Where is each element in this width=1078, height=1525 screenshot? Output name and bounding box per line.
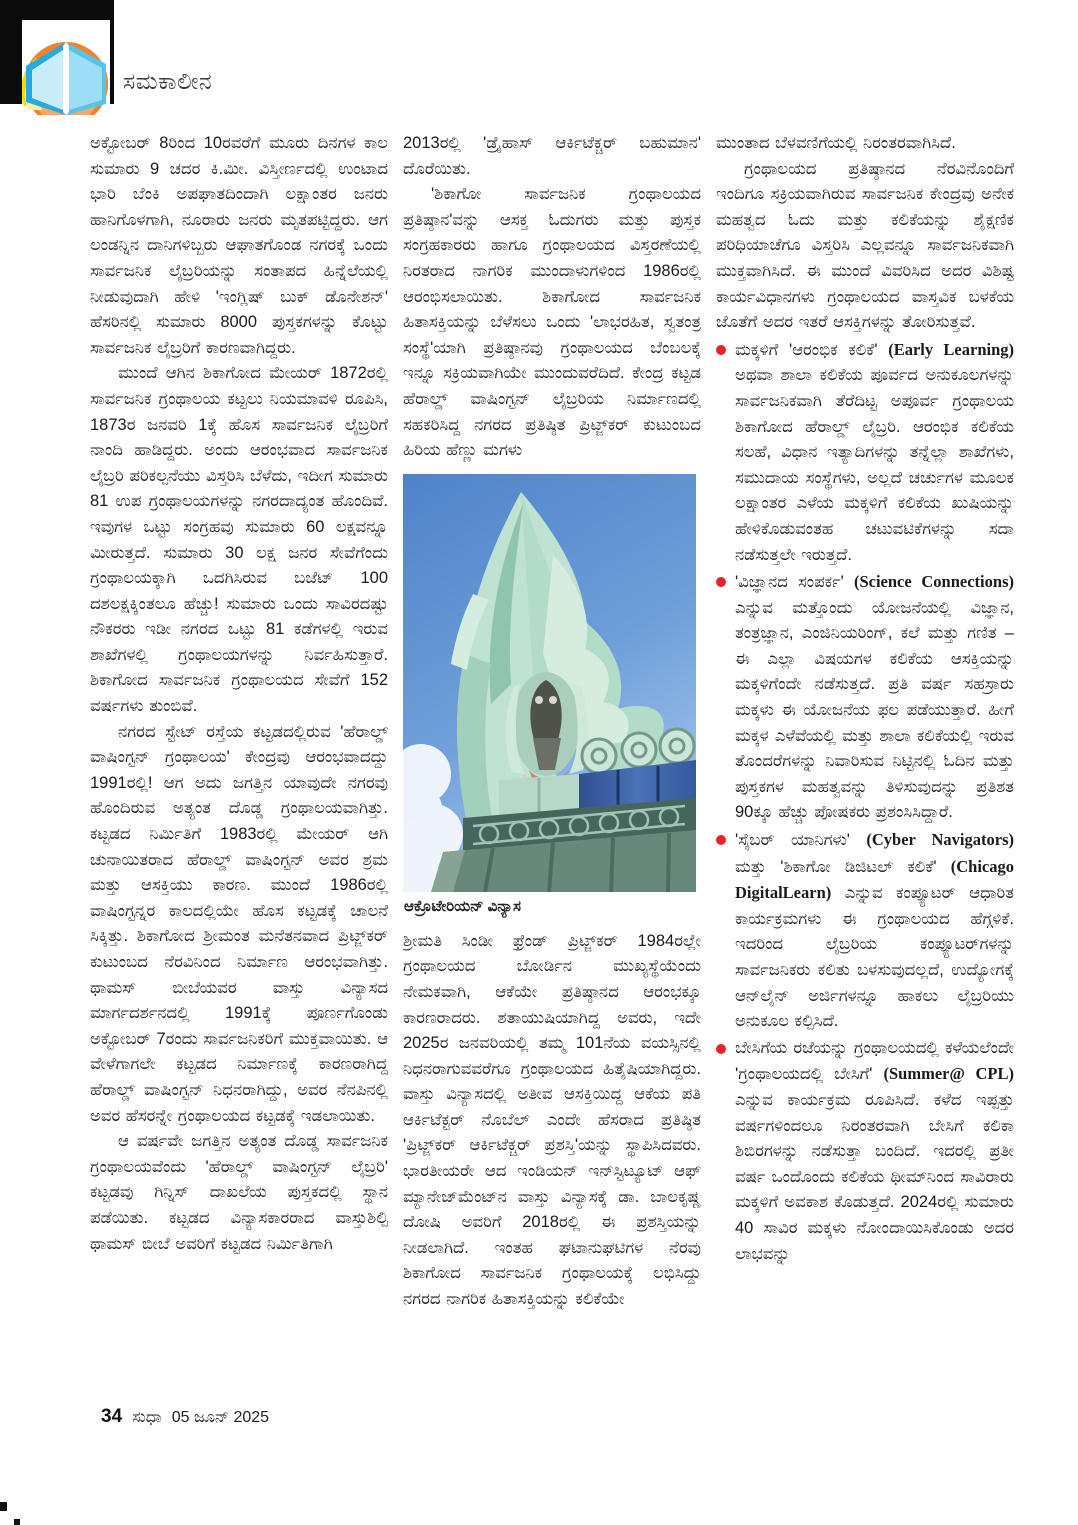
bullet-text: ಮಕ್ಕಳಿಗೆ 'ಆರಂಭಿಕ ಕಲಿಕೆ' (Early Learning) ಅಥವಾ ಶಾಲಾ ಕಲಿಕೆಯ ಪೂರ್ವದ ಅನುಕೂಲಗಳನ್ನು ಸಾರ್ವಜನಿಕವಾಗಿ ತೆರೆದಿಟ್ಟ ಅಪೂರ್ವ ಗ್ರಂಥಾಲಯ ಶಿಕಾಗೋದ ಹೆರಾಲ್ಡ್ ಲೈಬ್ರರಿ. ಆರಂಭಿಕ ಕಲಿಕೆಯ ಸಲಹೆ, ವಿಧಾನ ಇತ್ಯಾದಿಗಳನ್ನು ತನ್ನೆಲ್ಲಾ ಶಾಖೆಗಳು, ಸಮುದಾಯ ಸಂಸ್ಥೆಗಳು, ಅಲ್ಲದೆ ಚರ್ಚುಗಳ ಮೂಲಕ ಲಕ್ಷಾಂತರ ಎಳೆಯ ಮಕ್ಕಳಿಗೆ ಕಲಿಕೆಯ ಖುಷಿಯನ್ನು ಹೇಳಿಕೊಡುವಂತಹ ಚಟುವಟಿಕೆಗಳನ್ನು ಸದಾ ನಡೆಸುತ್ತಲೇ ಇರುತ್ತದೆ. [735,339,1014,564]
column-1 [90,131,388,1415]
paragraph: ಆ ವರ್ಷವೇ ಜಗತ್ತಿನ ಅತ್ಯಂತ ದೊಡ್ಡ ಸಾರ್ವಜನಿಕ ಗ್ರಂಥಾಲಯವೆಂದು 'ಹೆರಾಲ್ಡ್ ವಾಷಿಂಗ್ಟನ್ ಲೈಬ್ರರಿ' ಕಟ್ಟಡವು ಗಿನ್ನಿಸ್ ದಾಖಲೆಯ ಪುಸ್ತಕದಲ್ಲಿ ಸ್ಥಾನ ಪಡೆಯಿತು. ಕಟ್ಟಡದ ವಿನ್ಯಾಸಕಾರರಾದ ವಾಸ್ತುಶಿಲ್ಪಿ ಥಾಮಸ್ ಬೀಬೆ ಅವರಿಗೆ ಕಟ್ಟಡದ ನಿರ್ಮಿತಿಗಾಗಿ [90,1132,388,1253]
photo-caption: ಆಕ್ರೊಟೇರಿಯನ್ ವಿನ್ಯಾಸ [404,897,521,915]
bullet-item [716,569,1014,826]
column-3-intro [716,131,1014,336]
bullet-text: 'ಸೈಬರ್ ಯಾನಿಗಳು' (Cyber Navigators) ಮತ್ತು 'ಶಿಕಾಗೋ ಡಿಜಿಟಲ್ ಕಲಿಕೆ' (Chicago DigitalLearn) ಎನ್ನುವ ಕಂಪ್ಯೂಟರ್ ಆಧಾರಿತ ಕಾರ್ಯಕ್ರಮಗಳು ಈ ಗ್ರಂಥಾಲಯದ ಹೆಗ್ಗಳಿಕೆ. ಇದರಿಂದ ಲೈಬ್ರರಿಯ ಕಂಪ್ಯೂಟರ್‌ಗಳನ್ನು ಸಾರ್ವಜನಿಕರು ಕಲಿತು ಬಳಸುವುದಲ್ಲದೆ, ಉದ್ಯೋಗಕ್ಕೆ ಆನ್‌ಲೈನ್ ಅರ್ಜಿಗಳನ್ನೂ ಹಾಕಲು ಲೈಬ್ರರಿಯು ಅನುಕೂಲ ಕಲ್ಪಿಸಿದೆ. [735,830,1014,1031]
section-title: ಸಮಕಾಲೀನ [123,68,213,94]
column-2 [403,131,701,1415]
column-2-top [403,131,701,464]
bullet-item [716,1036,1014,1267]
bullet-text: 'ವಿಜ್ಞಾನದ ಸಂಪರ್ಕ' (Science Connections) ಎನ್ನುವ ಮತ್ತೊಂದು ಯೋಜನೆಯಲ್ಲಿ ವಿಜ್ಞಾನ, ತಂತ್ರಜ್ಞಾನ, ಎಂಜಿನಿಯರಿಂಗ್, ಕಲೆ ಮತ್ತು ಗಣಿತ – ಈ ಎಲ್ಲಾ ವಿಷಯಗಳ ಕಲಿಕೆಯ ಆಸಕ್ತಿಯನ್ನು ಮಕ್ಕಳಿಗೆಂದೇ ನಡೆಸುತ್ತದೆ. ಪ್ರತಿ ವರ್ಷ ಸಹಸ್ರಾರು ಮಕ್ಕಳು ಈ ಯೋಜನೆಯ ಫಲ ಪಡೆಯುತ್ತಾರೆ. ಹೀಗೆ ಮಕ್ಕಳ ಎಳೆವೆಯಲ್ಲಿ ಮತ್ತು ಶಾಲಾ ಕಲಿಕೆಯಲ್ಲಿ ಇರುವ ತೊಂದರೆಗಳನ್ನು ನಿವಾರಿಸುವ ನಿಟ್ಟಿನಲ್ಲಿ ಓದಿನ ಮತ್ತು ಪುಸ್ತಕಗಳ ಮಹತ್ವವನ್ನು ತಿಳಿಸುವುದನ್ನು ಪ್ರತಿಶತ 90ಕ್ಕೂ ಹೆಚ್ಚು ಪೋಷಕರು ಪ್ರಶಂಸಿಸಿದ್ದಾರೆ. [735,572,1014,822]
paragraph: ಮುಂದೆ ಆಗಿನ ಶಿಕಾಗೋದ ಮೇಯರ್ 1872ರಲ್ಲಿ ಸಾರ್ವಜನಿಕ ಗ್ರಂಥಾಲಯ ಕಟ್ಟಲು ನಿಯಮಾವಳಿ ರೂಪಿಸಿ, 1873ರ ಜನವರಿ 1ಕ್ಕೆ ಹೊಸ ಸಾರ್ವಜನಿಕ ಲೈಬ್ರರಿಗೆ ನಾಂದಿ ಹಾಡಿದ್ದರು. ಅಂದು ಆರಂಭವಾದ ಸಾರ್ವಜನಿಕ ಲೈಬ್ರರಿ ಪರಿಕಲ್ಪನೆಯು ವಿಸ್ತರಿಸಿ ಬೆಳೆದು, ಇದೀಗ ಸುಮಾರು 81 ಉಪ ಗ್ರಂಥಾಲಯಗಳನ್ನು ನಗರದಾದ್ಯಂತ ಹೊಂದಿವೆ. ಇವುಗಳ ಒಟ್ಟು ಸಂಗ್ರಹವು ಸುಮಾರು 60 ಲಕ್ಷವನ್ನೂ ಮೀರುತ್ತದೆ. ಸುಮಾರು 30 ಲಕ್ಷ ಜನರ ಸೇವೆಗೆಂದು ಗ್ರಂಥಾಲಯಕ್ಕಾಗಿ ಒದಗಿಸಿರುವ ಬಜೆಟ್ 100 ದಶಲಕ್ಷಕ್ಕಿಂತಲೂ ಹೆಚ್ಚು! ಸುಮಾರು ಒಂದು ಸಾವಿರದಷ್ಟು ನೌಕರರು ಇಡೀ ನಗರದ ಒಟ್ಟು 81 ಕಡೆಗಳಲ್ಲಿ ಇರುವ ಶಾಖೆಗಳಲ್ಲಿ ಗ್ರಂಥಾಲಯಗಳನ್ನು ನಿರ್ವಹಿಸುತ್ತಾರೆ. ಶಿಕಾಗೋದ ಸಾರ್ವಜನಿಕ ಗ್ರಂಥಾಲಯದ ಸೇವೆಗೆ 152 ವರ್ಷಗಳು ತುಂಬಿವೆ. [90,364,388,716]
registration-mark [14,1519,20,1525]
paragraph: 2013ರಲ್ಲಿ 'ಡ್ರೈಹಾಸ್ ಆರ್ಕಿಟೆಕ್ಚರ್ ಬಹುಮಾನ' ದೊರೆಯಿತು. [403,134,701,178]
bullet-dot-icon [716,835,726,845]
column-2-bottom [403,929,701,1313]
bullet-dot-icon [716,577,726,587]
paragraph: ಶ್ರೀಮತಿ ಸಿಂಡೀ ಫ್ರೆಂಡ್ ಪ್ರಿಟ್ಜ್‌ಕರ್ 1984ರಲ್ಲೇ ಗ್ರಂಥಾಲಯದ ಬೋರ್ಡಿನ ಮುಖ್ಯಸ್ಥೆಯೆಂದು ನೇಮಕವಾಗಿ, ಆಕೆಯೇ ಪ್ರತಿಷ್ಠಾನದ ಆರಂಭಕ್ಕೂ ಕಾರಣರಾದರು. ಶತಾಯುಷಿಯಾಗಿದ್ದ ಅವರು, ಇದೇ 2025ರ ಜನವರಿಯಲ್ಲಿ ತಮ್ಮ 101ನೆಯ ವಯಸ್ಸಿನಲ್ಲಿ ನಿಧನರಾಗುವವರೆಗೂ ಗ್ರಂಥಾಲಯದ ಹಿತೈಷಿಯಾಗಿದ್ದರು. ವಾಸ್ತು ವಿನ್ಯಾಸದಲ್ಲಿ ಅತೀವ ಆಸಕ್ತಿಯಿದ್ದ ಆಕೆಯ ಪತಿ ಆರ್ಕಿಟೆಕ್ಟರ್ ನೊಬೆಲ್ ಎಂದೇ ಹೆಸರಾದ ಪ್ರತಿಷ್ಠಿತ 'ಪ್ರಿಟ್ಜ್‌ಕರ್ ಆರ್ಕಿಟೆಕ್ಚರ್ ಪ್ರಶಸ್ತಿ'ಯನ್ನು ಸ್ಥಾಪಿಸಿದವರು. ಭಾರತೀಯರೇ ಆದ ಇಂಡಿಯನ್ ಇನ್‌ಸ್ಟಿಟ್ಯೂಟ್ ಆಫ್ ಮ್ಯಾನೇಜ್‌ಮೆಂಟ್‌ನ ವಾಸ್ತು ವಿನ್ಯಾಸಕ್ಕೆ ಡಾ. ಬಾಲಕೃಷ್ಣ ದೋಷಿ ಅವರಿಗೆ 2018ರಲ್ಲಿ ಈ ಪ್ರಶಸ್ತಿಯನ್ನು ನೀಡಲಾಗಿದೆ. ಇಂತಹ ಘಟಾನುಘಟಿಗಳ ನೆರವು ಶಿಕಾಗೋದ ಸಾರ್ವಜನಿಕ ಗ್ರಂಥಾಲಯಕ್ಕೆ ಲಭಿಸಿದ್ದು ನಗರದ ನಾಗರಿಕ ಹಿತಾಸಕ್ತಿಯನ್ನು ಕಲಿಕೆಯೇ [403,931,701,1309]
column-3 [716,131,1014,1415]
acroterion-owl-photo [403,474,696,892]
bullet-dot-icon [716,345,726,355]
column-3-bullets [716,337,1014,1267]
registration-mark [0,1502,7,1511]
paragraph: ಗ್ರಂಥಾಲಯದ ಪ್ರತಿಷ್ಠಾನದ ನೆರವಿನೊಂದಿಗೆ ಇಂದಿಗೂ ಸಕ್ರಿಯವಾಗಿರುವ ಸಾರ್ವಜನಿಕ ಕೇಂದ್ರವು ಅನೇಕ ಮಹತ್ವದ ಓದು ಮತ್ತು ಕಲಿಕೆಯನ್ನು ಶೈಕ್ಷಣಿಕ ಪರಿಧಿಯಾಚೆಗೂ ವಿಸ್ತರಿಸಿ ಎಲ್ಲವನ್ನೂ ಸಾರ್ವಜನಿಕವಾಗಿ ಮುಕ್ತವಾಗಿಸಿದೆ. ಈ ಮುಂದೆ ವಿವರಿಸಿದ ಅದರ ವಿಶಿಷ್ಟ ಕಾರ್ಯವಿಧಾನಗಳು ಗ್ರಂಥಾಲಯದ ವಾಸ್ತವಿಕ ಬಳಕೆಯ ಜೊತೆಗೆ ಅದರ ಇತರೆ ಆಸಕ್ತಿಗಳನ್ನು ತೋರಿಸುತ್ತವೆ. [716,159,1014,332]
paragraph: ನಗರದ ಸ್ಟೇಟ್ ರಸ್ತೆಯ ಕಟ್ಟಡದಲ್ಲಿರುವ 'ಹೆರಾಲ್ಡ್ ವಾಷಿಂಗ್ಟನ್ ಗ್ರಂಥಾಲಯ' ಕೇಂದ್ರವು ಆರಂಭವಾದದ್ದು 1991ರಲ್ಲಿ! ಆಗ ಅದು ಜಗತ್ತಿನ ಯಾವುದೇ ನಗರವು ಹೊಂದಿರುವ ಅತ್ಯಂತ ದೊಡ್ಡ ಗ್ರಂಥಾಲಯವಾಗಿತ್ತು. ಕಟ್ಟಡದ ನಿರ್ಮಿತಿಗೆ 1983ರಲ್ಲಿ ಮೇಯರ್ ಆಗಿ ಚುನಾಯಿತರಾದ ಹೆರಾಲ್ಡ್ ವಾಷಿಂಗ್ಟನ್ ಅವರ ಶ್ರಮ ಮತ್ತು ಆಸಕ್ತಿಯು ಕಾರಣ. ಮುಂದೆ 1986ರಲ್ಲಿ ವಾಷಿಂಗ್ಟನ್ನರ ಕಾಲದಲ್ಲಿಯೇ ಹೊಸ ಕಟ್ಟಡಕ್ಕೆ ಚಾಲನೆ ಸಿಕ್ಕಿತ್ತು. ಶಿಕಾಗೋದ ಶ್ರೀಮಂತ ಮನೆತನವಾದ ಪ್ರಿಟ್ಜ್‌ಕರ್ ಕುಟುಂಬದ ನೆರವಿನಿಂದ ನಿರ್ಮಾಣ ಆರಂಭವಾಗಿತ್ತು. ಥಾಮಸ್ ಬೀಬೆಯವರ ವಾಸ್ತು ವಿನ್ಯಾಸದ ಮಾರ್ಗದರ್ಶನದಲ್ಲಿ 1991ಕ್ಕೆ ಪೂರ್ಣಗೊಂಡು ಅಕ್ಟೋಬರ್ 7ರಂದು ಸಾರ್ವಜನಿಕರಿಗೆ ಮುಕ್ತವಾಯಿತು. ಆ ವೇಳೆಗಾಗಲೇ ಕಟ್ಟಡದ ನಿರ್ಮಾಣಕ್ಕೆ ಕಾರಣರಾಗಿದ್ದ ಹೆರಾಲ್ಡ್ ವಾಷಿಂಗ್ಟನ್ ನಿಧನರಾಗಿದ್ದು, ಅವರ ನೆನಪಿನಲ್ಲಿ ಅವರ ಹೆಸರನ್ನೇ ಗ್ರಂಥಾಲಯದ ಕಟ್ಟಡಕ್ಕೆ ಇಡಲಾಯಿತು. [90,722,388,1125]
paragraph: 'ಶಿಕಾಗೋ ಸಾರ್ವಜನಿಕ ಗ್ರಂಥಾಲಯದ ಪ್ರತಿಷ್ಠಾನ'ವನ್ನು ಆಸಕ್ತ ಓದುಗರು ಮತ್ತು ಪುಸ್ತಕ ಸಂಗ್ರಹಕಾರರು ಹಾಗೂ ಗ್ರಂಥಾಲಯದ ವಿಸ್ತರಣೆಯಲ್ಲಿ ನಿರತರಾದ ನಾಗರಿಕ ಮುಂದಾಳುಗಳಿಂದ 1986ರಲ್ಲಿ ಆರಂಭಿಸಲಾಯಿತು. ಶಿಕಾಗೋದ ಸಾರ್ವಜನಿಕ ಹಿತಾಸಕ್ತಿಯನ್ನು ಬೆಳೆಸಲು ಒಂದು 'ಲಾಭರಹಿತ, ಸ್ವತಂತ್ರ ಸಂಸ್ಥೆ'ಯಾಗಿ ಪ್ರತಿಷ್ಠಾನವು ಗ್ರಂಥಾಲಯದ ಬೆಂಬಲಕ್ಕೆ ಇನ್ನೂ ಸಕ್ರಿಯವಾಗಿಯೇ ಮುಂದುವರೆದಿದೆ. ಕೇಂದ್ರ ಕಟ್ಟಡ ಹೆರಾಲ್ಡ್ ವಾಷಿಂಗ್ಟನ್ ಲೈಬ್ರರಿಯ ನಿರ್ಮಾಣದಲ್ಲಿ ಸಹಕರಿಸಿದ್ದ ನಗರದ ಪ್ರತಿಷ್ಠಿತ ಪ್ರಿಟ್ಜ್‌ಕರ್ ಕುಟುಂಬದ ಹಿರಿಯ ಹೆಣ್ಣು ಮಗಳು [403,185,701,460]
bullet-dot-icon [716,1044,726,1054]
magazine-logo-icon [22,20,110,115]
bullet-item [716,337,1014,568]
page-footer [101,1406,269,1428]
footer-date: 05 ಜೂನ್ 2025 [171,1409,270,1426]
library-photo-figure [403,474,701,915]
footer-magazine-name: ಸುಧಾ [132,1409,162,1426]
bullet-text: ಬೇಸಿಗೆಯ ರಜೆಯನ್ನು ಗ್ರಂಥಾಲಯದಲ್ಲಿ ಕಳೆಯಲೆಂದೇ 'ಗ್ರಂಥಾಲಯದಲ್ಲಿ ಬೇಸಿಗೆ' (Summer@ CPL) ಎನ್ನುವ ಕಾರ್ಯಕ್ರಮ ರೂಪಿಸಿದೆ. ಕಳೆದ ಇಪ್ಪತ್ತು ವರ್ಷಗಳಿಂದಲೂ ನಿರಂತರವಾಗಿ ಬೇಸಿಗೆ ಕಲಿಕಾ ಶಿಬಿರಗಳನ್ನು ನಡೆಸುತ್ತಾ ಬಂದಿದೆ. ಇದರಲ್ಲಿ ಪ್ರತೀ ವರ್ಷ ಒಂದೊಂದು ಕಲಿಕೆಯ ಥೀಮ್‌ನಿಂದ ಸಾವಿರಾರು ಮಕ್ಕಳಿಗೆ ಅವಕಾಶ ಕೊಡುತ್ತದೆ. 2024ರಲ್ಲಿ ಸುಮಾರು 40 ಸಾವಿರ ಮಕ್ಕಳು ನೋಂದಾಯಿಸಿಕೊಂಡು ಅದರ ಲಾಭವನ್ನು [735,1038,1014,1263]
paragraph: ಅಕ್ಟೋಬರ್ 8ರಿಂದ 10ರವರೆಗೆ ಮೂರು ದಿನಗಳ ಕಾಲ ಸುಮಾರು 9 ಚದರ ಕಿ.ಮೀ. ವಿಸ್ತೀರ್ಣದಲ್ಲಿ ಉಂಟಾದ ಭಾರಿ ಬೆಂಕಿ ಅಪಘಾತದಿಂದಾಗಿ ಲಕ್ಷಾಂತರ ಜನರು ಹಾನಿಗೊಳಗಾಗಿ, ನೂರಾರು ಜನರು ಮೃತಪಟ್ಟಿದ್ದರು. ಆಗ ಲಂಡನ್ನಿನ ದಾನಿಗಳಿಬ್ಬರು ಆಘಾತಗೊಂಡ ನಗರಕ್ಕೆ ಒಂದು ಸಾರ್ವಜನಿಕ ಲೈಬ್ರರಿಯನ್ನು ಸಂತಾಪದ ಹಿನ್ನೆಲೆಯಲ್ಲಿ ನೀಡುವುದಾಗಿ ಹೇಳಿ 'ಇಂಗ್ಲಿಷ್ ಬುಕ್ ಡೊನೇಶನ್' ಹೆಸರಿನಲ್ಲಿ ಸುಮಾರು 8000 ಪುಸ್ತಕಗಳನ್ನು ಕೊಟ್ಟು ಸಾರ್ವಜನಿಕ ಲೈಬ್ರರಿಗೆ ಕಾರಣವಾಗಿದ್ದರು. [90,134,388,357]
paragraph: ಮುಂತಾದ ಬೆಳವಣಿಗೆಯಲ್ಲಿ ನಿರಂತರವಾಗಿಸಿದೆ. [716,134,956,152]
bullet-item [716,827,1014,1035]
page-number: 34 [101,1406,123,1427]
article-body [90,131,1015,1415]
